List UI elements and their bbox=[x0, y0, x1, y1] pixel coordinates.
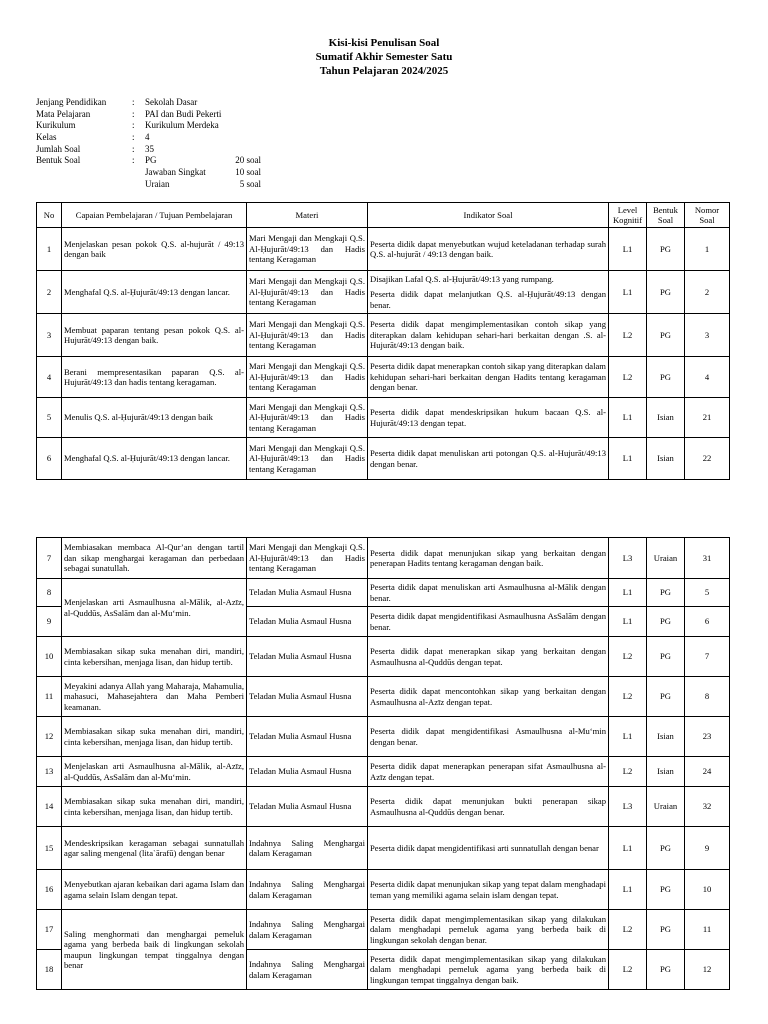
cell-indikator: Peserta didik dapat mengimplementasikan sikap yang dilakukan dalam menghadapi pemeluk agama yang berbeda baik di lingkungan tempat tinggalnya dengan baik. bbox=[368, 950, 609, 990]
cell-nomor: 5 bbox=[685, 579, 730, 607]
cell-bentuk: Isian bbox=[647, 398, 685, 438]
cell-bentuk: PG bbox=[647, 357, 685, 398]
header-nomor-line-1: Nomor bbox=[694, 204, 720, 215]
cell-no: 9 bbox=[37, 607, 62, 637]
cell-level: L1 bbox=[609, 271, 647, 314]
cell-nomor: 11 bbox=[685, 910, 730, 950]
cell-indikator: Peserta didik dapat mengidentifikasi Asmaulhusna al-Muʻmin dengan benar. bbox=[368, 717, 609, 757]
cell-cp: Membiasakan sikap suka menahan diri, mandiri, cinta kebersihan, menjaga lisan, dan hidup tertib. bbox=[62, 787, 247, 827]
cell-level: L2 bbox=[609, 314, 647, 357]
cell-nomor: 4 bbox=[685, 357, 730, 398]
header-bentuk bbox=[647, 203, 685, 228]
header-materi: Materi bbox=[247, 203, 368, 228]
cell-level: L1 bbox=[609, 717, 647, 757]
cell-level: L2 bbox=[609, 677, 647, 717]
cell-materi: Teladan Mulia Asmaul Husna bbox=[247, 607, 368, 637]
cell-no: 8 bbox=[37, 579, 62, 607]
info-row bbox=[36, 132, 365, 144]
header-indikator: Indikator Soal bbox=[368, 203, 609, 228]
bentuk-soal-type: Uraian bbox=[145, 178, 170, 189]
cell-level: L1 bbox=[609, 398, 647, 438]
cell-nomor: 32 bbox=[685, 787, 730, 827]
title-line-1: Kisi-kisi Penulisan Soal bbox=[328, 37, 440, 49]
table-row bbox=[37, 271, 730, 314]
cell-indikator: Peserta didik dapat mengidentifikasi arti sunnatullah dengan benar bbox=[368, 827, 609, 870]
cell-materi: Teladan Mulia Asmaul Husna bbox=[247, 637, 368, 677]
info-label: Mata Pelajaran bbox=[36, 108, 91, 119]
cell-materi: Teladan Mulia Asmaul Husna bbox=[247, 717, 368, 757]
cell-bentuk: PG bbox=[647, 637, 685, 677]
cell-no: 7 bbox=[37, 538, 62, 579]
cell-level: L1 bbox=[609, 827, 647, 870]
info-label: Jumlah Soal bbox=[36, 143, 81, 154]
cell-no: 17 bbox=[37, 910, 62, 950]
info-colon: : bbox=[132, 120, 135, 131]
bentuk-soal-type: PG bbox=[145, 155, 157, 166]
bentuk-soal-item bbox=[145, 179, 261, 191]
cell-no: 3 bbox=[37, 314, 62, 357]
cell-bentuk: PG bbox=[647, 827, 685, 870]
cell-no: 16 bbox=[37, 870, 62, 910]
cell-level: L1 bbox=[609, 579, 647, 607]
table-row bbox=[37, 827, 730, 870]
document-title bbox=[0, 36, 768, 78]
cell-no: 10 bbox=[37, 637, 62, 677]
table-row bbox=[37, 870, 730, 910]
info-label: Bentuk Soal bbox=[36, 155, 81, 166]
table-row bbox=[37, 438, 730, 480]
bentuk-soal-count: 20 soal bbox=[235, 155, 261, 166]
cell-materi: Teladan Mulia Asmaul Husna bbox=[247, 787, 368, 827]
cell-nomor: 23 bbox=[685, 717, 730, 757]
cell-bentuk: PG bbox=[647, 314, 685, 357]
cell-no: 5 bbox=[37, 398, 62, 438]
cell-materi: Teladan Mulia Asmaul Husna bbox=[247, 579, 368, 607]
cell-materi: Indahnya Saling Menghargai dalam Keragaman bbox=[247, 910, 368, 950]
kisi-table-part-1 bbox=[36, 202, 730, 480]
cell-bentuk: PG bbox=[647, 579, 685, 607]
header-level-line-1: Level bbox=[617, 204, 638, 215]
cell-indikator: Peserta didik dapat menunjukan sikap yang berkaitan dengan penerapan Hadits tentang keragaman dengan baik. bbox=[368, 538, 609, 579]
cell-materi: Mari Mengaji dan Mengkaji Q.S. Al-Ḥujurāt/49:13 dan Hadis tentang Keragaman bbox=[247, 438, 368, 480]
info-row bbox=[36, 144, 365, 156]
cell-nomor: 31 bbox=[685, 538, 730, 579]
cell-indikator: Peserta didik dapat menuliskan arti potongan Q.S. al-Hujurāt/49:13 dengan benar. bbox=[368, 438, 609, 480]
info-value: 4 bbox=[145, 132, 150, 143]
cell-cp: Menghafal Q.S. al-Ḥujurāt/49:13 dengan lancar. bbox=[62, 271, 247, 314]
cell-level: L2 bbox=[609, 757, 647, 787]
cell-level: L1 bbox=[609, 607, 647, 637]
cell-no: 2 bbox=[37, 271, 62, 314]
cell-materi: Mari Mengaji dan Mengkaji Q.S. Al-Ḥujurāt/49:13 dan Hadis tentang Keragaman bbox=[247, 357, 368, 398]
cell-no: 18 bbox=[37, 950, 62, 990]
cell-cp: Menjelaskan arti Asmaulhusna al-Mālik, al-Azīz, al-Quddūs, AsSalām dan al-Muʻmin. bbox=[62, 579, 247, 637]
table-row bbox=[37, 637, 730, 677]
bentuk-soal-row bbox=[36, 155, 365, 189]
cell-cp: Menjelaskan arti Asmaulhusna al-Mālik, al-Azīz, al-Quddūs, AsSalām dan al-Muʻmin. bbox=[62, 757, 247, 787]
cell-materi: Teladan Mulia Asmaul Husna bbox=[247, 677, 368, 717]
header-no: No bbox=[37, 203, 62, 228]
info-label: Kelas bbox=[36, 132, 57, 143]
cell-materi: Mari Mengaji dan Mengkaji Q.S. Al-Ḥujurāt/49:13 dan Hadis tentang Keragaman bbox=[247, 398, 368, 438]
info-row bbox=[36, 109, 365, 121]
cell-no: 4 bbox=[37, 357, 62, 398]
info-value: Sekolah Dasar bbox=[145, 97, 198, 107]
bentuk-soal-item bbox=[145, 155, 261, 167]
header-level bbox=[609, 203, 647, 228]
cell-cp: Menulis Q.S. al-Ḥujurāt/49:13 dengan baik bbox=[62, 398, 247, 438]
cell-level: L1 bbox=[609, 228, 647, 271]
cell-no: 15 bbox=[37, 827, 62, 870]
cell-indikator: Peserta didik dapat mendeskripsikan hukum bacaan Q.S. al-Hujurāt/49:13 dengan tepat. bbox=[368, 398, 609, 438]
cell-bentuk: PG bbox=[647, 950, 685, 990]
cell-level: L1 bbox=[609, 870, 647, 910]
cell-materi: Indahnya Saling Menghargai dalam Keragaman bbox=[247, 870, 368, 910]
cell-level: L2 bbox=[609, 950, 647, 990]
indikator-part-2: Peserta didik dapat melanjutkan Q.S. al-Ḥujurāt/49:13 dengan benar. bbox=[370, 289, 606, 310]
table-row bbox=[37, 757, 730, 787]
cell-bentuk: Isian bbox=[647, 757, 685, 787]
cell-no: 13 bbox=[37, 757, 62, 787]
cell-indikator: Peserta didik dapat menerapkan sikap yang berkaitan dengan Asmaulhusna al-Quddūs dengan tepat. bbox=[368, 637, 609, 677]
cell-cp: Membuat paparan tentang pesan pokok Q.S. al-Hujurāt/49:13 dengan baik. bbox=[62, 314, 247, 357]
cell-no: 1 bbox=[37, 228, 62, 271]
cell-bentuk: PG bbox=[647, 910, 685, 950]
table-row bbox=[37, 579, 730, 607]
cell-level: L2 bbox=[609, 637, 647, 677]
header-nomor bbox=[685, 203, 730, 228]
cell-bentuk: Uraian bbox=[647, 787, 685, 827]
cell-cp: Menghafal Q.S. al-Ḥujurāt/49:13 dengan lancar. bbox=[62, 438, 247, 480]
cell-indikator: Peserta didik dapat mengidentifikasi Asmaulhusna AsSalām dengan benar. bbox=[368, 607, 609, 637]
cell-cp: Meyakini adanya Allah yang Maharaja, Mahamulia, mahasuci, Mahasejahtera dan Maha Pemberi keamanan. bbox=[62, 677, 247, 717]
cell-materi: Mari Mengaji dan Mengkaji Q.S. Al-Ḥujurāt/49:13 dan Hadis tentang Keragaman bbox=[247, 314, 368, 357]
cell-nomor: 1 bbox=[685, 228, 730, 271]
cell-indikator bbox=[368, 271, 609, 314]
table-row bbox=[37, 357, 730, 398]
cell-cp: Mendeskripsikan keragaman sebagai sunnatullah agar saling mengenal (lita`ārafū) dengan benar bbox=[62, 827, 247, 870]
cell-indikator: Peserta didik dapat menerapkan penerapan sifat Asmaulhusna al-Azīz dengan tepat. bbox=[368, 757, 609, 787]
info-value: Kurikulum Merdeka bbox=[145, 120, 219, 131]
header-cp: Capaian Pembelajaran / Tujuan Pembelajaran bbox=[62, 203, 247, 228]
indikator-part-1: Disajikan Lafal Q.S. al-Ḥujurāt/49:13 yang rumpang. bbox=[370, 273, 554, 284]
cell-materi: Mari Mengaji dan Mengkaji Q.S. Al-Ḥujurāt/49:13 dan Hadis tentang Keragaman bbox=[247, 271, 368, 314]
cell-bentuk: PG bbox=[647, 607, 685, 637]
cell-indikator: Peserta didik dapat menunjukan sikap yang tepat dalam menghadapi teman yang memiliki agama selain islam dengan tepat. bbox=[368, 870, 609, 910]
cell-nomor: 22 bbox=[685, 438, 730, 480]
header-bentuk-line-2: Soal bbox=[657, 215, 674, 225]
cell-nomor: 12 bbox=[685, 950, 730, 990]
cell-bentuk: Isian bbox=[647, 717, 685, 757]
cell-indikator: Peserta didik dapat mengimplementasikan sikap yang dilakukan dalam menghadapi pemeluk agama yang berbeda baik di lingkungan sekolah dengan benar. bbox=[368, 910, 609, 950]
cell-bentuk: Isian bbox=[647, 438, 685, 480]
table-row bbox=[37, 717, 730, 757]
table-header-row bbox=[37, 203, 730, 228]
document-info bbox=[36, 97, 365, 189]
cell-cp: Saling menghormati dan menghargai pemeluk agama yang berbeda baik di lingkungan sekolah maupun lingkungan tempat tinggalnya dengan benar bbox=[62, 910, 247, 990]
cell-level: L1 bbox=[609, 438, 647, 480]
cell-level: L3 bbox=[609, 787, 647, 827]
cell-nomor: 8 bbox=[685, 677, 730, 717]
table-row bbox=[37, 787, 730, 827]
info-colon: : bbox=[132, 132, 135, 143]
bentuk-soal-count: 5 soal bbox=[239, 178, 261, 189]
cell-indikator: Peserta didik dapat menunjukan bukti penerapan sikap Asmaulhusna al-Quddūs dengan benar. bbox=[368, 787, 609, 827]
cell-indikator: Peserta didik dapat menerapkan contoh sikap yang diterapkan dalam kehidupan sehari-hari berkaitan dengan Hadits tentang keragaman dengan benar. bbox=[368, 357, 609, 398]
cell-nomor: 2 bbox=[685, 271, 730, 314]
cell-no: 6 bbox=[37, 438, 62, 480]
cell-bentuk: PG bbox=[647, 677, 685, 717]
table-row bbox=[37, 910, 730, 950]
header-bentuk-line-1: Bentuk bbox=[653, 204, 678, 215]
info-value: 35 bbox=[145, 143, 154, 154]
cell-nomor: 9 bbox=[685, 827, 730, 870]
cell-cp: Menjelaskan pesan pokok Q.S. al-hujurāt / 49:13 dengan baik bbox=[62, 228, 247, 271]
cell-nomor: 10 bbox=[685, 870, 730, 910]
table-row bbox=[37, 538, 730, 579]
cell-bentuk: PG bbox=[647, 228, 685, 271]
cell-bentuk: Uraian bbox=[647, 538, 685, 579]
cell-materi: Mari Mengaji dan Mengkaji Q.S. Al-Ḥujurāt/49:13 dan Hadis tentang Keragaman bbox=[247, 538, 368, 579]
cell-cp: Membiasakan sikap suka menahan diri, mandiri, cinta kebersihan, menjaga lisan, dan hidup tertib. bbox=[62, 717, 247, 757]
info-label: Kurikulum bbox=[36, 120, 76, 131]
bentuk-soal-list bbox=[145, 155, 261, 189]
cell-cp: Membiasakan sikap suka menahan diri, mandiri, cinta kebersihan, menjaga lisan, dan hidup tertib. bbox=[62, 637, 247, 677]
info-label: Jenjang Pendidikan bbox=[36, 97, 107, 107]
cell-nomor: 24 bbox=[685, 757, 730, 787]
cell-bentuk: PG bbox=[647, 870, 685, 910]
bentuk-soal-item bbox=[145, 167, 261, 179]
table-row bbox=[37, 228, 730, 271]
cell-nomor: 21 bbox=[685, 398, 730, 438]
info-colon: : bbox=[132, 143, 135, 154]
cell-indikator: Peserta didik dapat mencontohkan sikap yang berkaitan dengan Asmaulhusna al-Azīz dengan tepat. bbox=[368, 677, 609, 717]
cell-cp: Menyebutkan ajaran kebaikan dari agama Islam dan agama selain Islam dengan tepat. bbox=[62, 870, 247, 910]
cell-no: 11 bbox=[37, 677, 62, 717]
cell-indikator: Peserta didik dapat menyebutkan wujud keteladanan terhadap surah Q.S. al-hujurāt / 49:13 dengan baik. bbox=[368, 228, 609, 271]
cell-cp: Membiasakan membaca Al-Qur’an dengan tartil dan sikap menghargai keragaman dan perbedaan sebagai sunatullah. bbox=[62, 538, 247, 579]
cell-nomor: 3 bbox=[685, 314, 730, 357]
cell-materi: Teladan Mulia Asmaul Husna bbox=[247, 757, 368, 787]
info-colon: : bbox=[132, 155, 135, 166]
cell-level: L2 bbox=[609, 357, 647, 398]
table-row bbox=[37, 677, 730, 717]
info-colon: : bbox=[132, 97, 135, 107]
header-nomor-line-2: Soal bbox=[699, 215, 715, 225]
info-row bbox=[36, 97, 365, 109]
cell-nomor: 6 bbox=[685, 607, 730, 637]
cell-nomor: 7 bbox=[685, 637, 730, 677]
table-row bbox=[37, 398, 730, 438]
info-row bbox=[36, 120, 365, 132]
bentuk-soal-type: Jawaban Singkat bbox=[145, 167, 206, 178]
cell-no: 14 bbox=[37, 787, 62, 827]
bentuk-soal-count: 10 soal bbox=[235, 167, 261, 178]
cell-bentuk: PG bbox=[647, 271, 685, 314]
cell-no: 12 bbox=[37, 717, 62, 757]
cell-cp: Berani mempresentasikan paparan Q.S. al-Hujurāt/49:13 dan hadis tentang keragaman. bbox=[62, 357, 247, 398]
cell-indikator: Peserta didik dapat menuliskan arti Asmaulhusna al-Mālik dengan benar. bbox=[368, 579, 609, 607]
kisi-table-part-2 bbox=[36, 537, 730, 990]
cell-level: L2 bbox=[609, 910, 647, 950]
info-colon: : bbox=[132, 108, 135, 119]
cell-materi: Mari Mengaji dan Mengkaji Q.S. Al-Ḥujurāt/49:13 dan Hadis tentang Keragaman bbox=[247, 228, 368, 271]
cell-materi: Indahnya Saling Menghargai dalam Keragaman bbox=[247, 950, 368, 990]
table-row bbox=[37, 314, 730, 357]
cell-indikator: Peserta didik dapat mengimplementasikan contoh sikap yang diterapkan dalam kehidupan sehari-hari berkaitan dengan .S. al-Hujurāt/49:13 dengan baik. bbox=[368, 314, 609, 357]
cell-materi: Indahnya Saling Menghargai dalam Keragaman bbox=[247, 827, 368, 870]
title-line-2: Sumatif Akhir Semester Satu bbox=[315, 51, 453, 63]
header-level-line-2: Kognitif bbox=[612, 215, 643, 225]
title-line-3: Tahun Pelajaran 2024/2025 bbox=[319, 65, 449, 77]
info-value: PAI dan Budi Pekerti bbox=[145, 108, 222, 119]
cell-level: L3 bbox=[609, 538, 647, 579]
